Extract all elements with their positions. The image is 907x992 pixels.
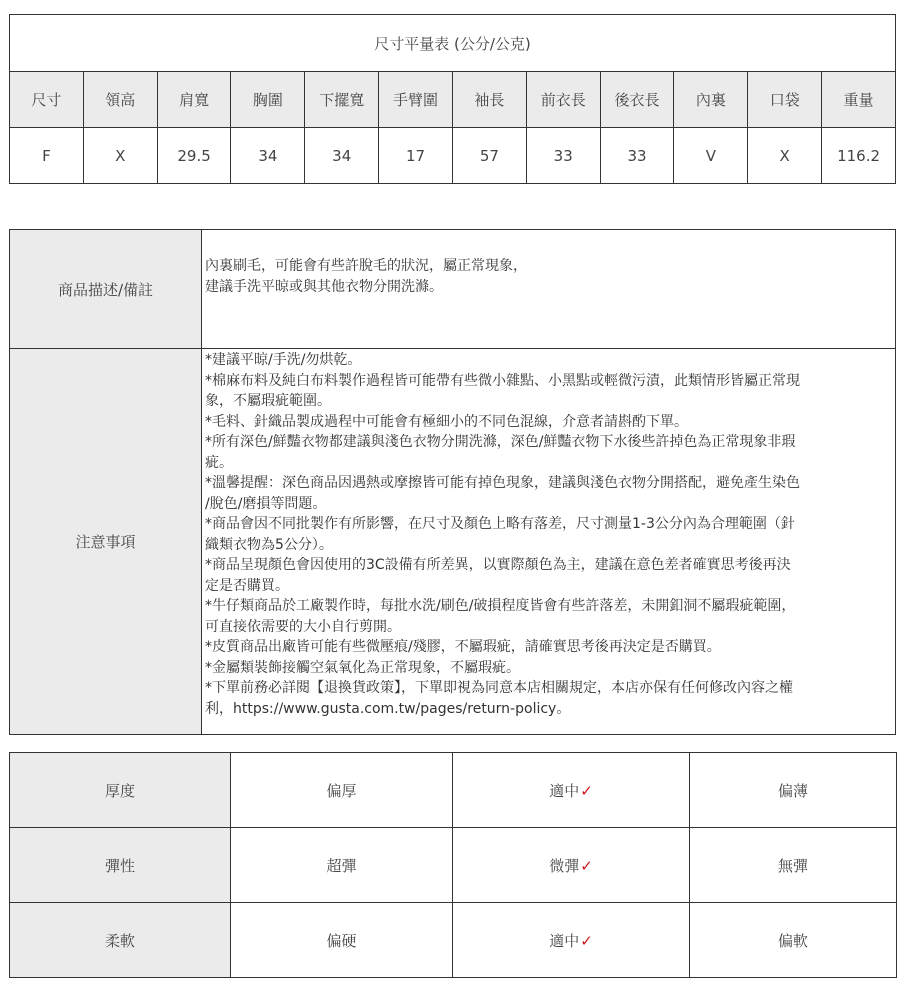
header-cell: 內裏 <box>674 72 748 128</box>
feel-option-text: 偏軟 <box>777 931 808 950</box>
size-value-row <box>10 128 896 184</box>
value-cell: V <box>674 128 748 184</box>
feel-option-text: 超彈 <box>326 856 357 875</box>
note-line: *棉麻布料及純白布料製作過程皆可能帶有些微小雜點、小黑點或輕微污漬，此類情形皆屬正常現 <box>205 372 800 389</box>
note-line: 定是否購買。 <box>205 577 289 594</box>
value-cell: X <box>748 128 822 184</box>
value-cell: 17 <box>379 128 453 184</box>
value-cell: X <box>83 128 157 184</box>
value-cell: 33 <box>600 128 674 184</box>
note-line: *商品會因不同批製作有所影響，在尺寸及顏色上略有落差，尺寸測量1-3公分內為合理範圍（針 <box>205 516 795 532</box>
value-cell: 34 <box>305 128 379 184</box>
header-cell: 胸圍 <box>231 72 305 128</box>
feel-row-softness <box>10 903 897 978</box>
value-cell: 116.2 <box>822 128 896 184</box>
feel-option-text: 微彈 <box>549 856 580 875</box>
description-line: 建議手洗平晾或與其他衣物分開洗滌。 <box>205 278 443 295</box>
note-line: *牛仔類商品於工廠製作時，每批水洗/刷色/破損程度皆會有些許落差，未開釦洞不屬瑕疵範圍， <box>205 598 796 614</box>
feel-row-elasticity <box>10 828 897 903</box>
check-icon: ✓ <box>580 781 593 800</box>
header-cell: 領高 <box>83 72 157 128</box>
feel-label: 厚度 <box>10 753 231 828</box>
feel-option <box>453 903 690 978</box>
header-cell: 口袋 <box>748 72 822 128</box>
feel-option-text: 偏薄 <box>777 781 808 800</box>
description-table <box>9 229 896 735</box>
value-cell: F <box>10 128 84 184</box>
feel-label: 柔軟 <box>10 903 231 978</box>
description-label: 商品描述/備註 <box>10 230 202 349</box>
size-table <box>9 14 896 184</box>
feel-option-text: 偏厚 <box>326 781 357 800</box>
note-line: 織類衣物為5公分）。 <box>205 536 333 553</box>
note-line: 疵。 <box>205 454 233 471</box>
note-line: *建議平晾/手洗/勿烘乾。 <box>205 352 362 368</box>
note-line: *皮質商品出廠皆可能有些微壓痕/殘膠，不屬瑕疵，請確實思考後再決定是否購買。 <box>205 639 721 655</box>
size-header-row <box>10 72 896 128</box>
note-line: 象，不屬瑕疵範圍。 <box>205 393 331 409</box>
feel-option <box>231 903 453 978</box>
feel-option <box>231 828 453 903</box>
feel-option <box>690 903 897 978</box>
header-cell: 肩寬 <box>157 72 231 128</box>
feel-option <box>690 828 897 903</box>
feel-option-text: 適中 <box>549 931 580 950</box>
note-line: *下單前務必詳閱【退換貨政策】，下單即視為同意本店相關規定，本店亦保有任何修改內容之權 <box>205 680 793 696</box>
header-cell: 重量 <box>822 72 896 128</box>
header-cell: 前衣長 <box>526 72 600 128</box>
feel-option <box>453 828 690 903</box>
header-cell: 袖長 <box>452 72 526 128</box>
notes-label: 注意事項 <box>10 349 202 735</box>
feel-table <box>9 752 897 978</box>
feel-option <box>690 753 897 828</box>
note-line: /脫色/磨損等問題。 <box>205 495 327 512</box>
header-cell: 下擺寬 <box>305 72 379 128</box>
size-table-title: 尺寸平量表 (公分/公克) <box>10 15 896 72</box>
value-cell: 34 <box>231 128 305 184</box>
note-line: *毛料、針織品製成過程中可能會有極細小的不同色混線，介意者請斟酌下單。 <box>205 413 688 430</box>
note-line: *金屬類裝飾接觸空氣氧化為正常現象，不屬瑕疵。 <box>205 659 520 676</box>
description-row <box>10 230 896 349</box>
description-line: 內裏刷毛，可能會有些許脫毛的狀況，屬正常現象， <box>205 258 527 274</box>
header-cell: 後衣長 <box>600 72 674 128</box>
notes-row <box>10 349 896 735</box>
value-cell: 33 <box>526 128 600 184</box>
feel-row-thickness <box>10 753 897 828</box>
check-icon: ✓ <box>580 931 593 950</box>
note-line: *商品呈現顏色會因使用的3C設備有所差異，以實際顏色為主，建議在意色差者確實思考後再決 <box>205 557 791 573</box>
value-cell: 57 <box>452 128 526 184</box>
return-policy-line: 利，https://www.gusta.com.tw/pages/return-policy。 <box>205 700 571 717</box>
note-line: 可直接依需要的大小自行剪開。 <box>205 618 401 635</box>
feel-option-text: 無彈 <box>777 856 808 875</box>
feel-option-text: 適中 <box>549 781 580 800</box>
note-line: *所有深色/鮮豔衣物都建議與淺色衣物分開洗滌，深色/鮮豔衣物下水後些許掉色為正常現象非瑕 <box>205 434 796 450</box>
feel-option <box>231 753 453 828</box>
feel-option-text: 偏硬 <box>326 931 357 950</box>
notes-content <box>202 349 896 735</box>
value-cell: 29.5 <box>157 128 231 184</box>
feel-option <box>453 753 690 828</box>
header-cell: 手臂圍 <box>379 72 453 128</box>
header-cell: 尺寸 <box>10 72 84 128</box>
feel-label: 彈性 <box>10 828 231 903</box>
check-icon: ✓ <box>580 856 593 875</box>
description-content <box>202 230 896 349</box>
note-line: *溫馨提醒：深色商品因遇熱或摩擦皆可能有掉色現象，建議與淺色衣物分開搭配，避免產生染色 <box>205 475 800 491</box>
